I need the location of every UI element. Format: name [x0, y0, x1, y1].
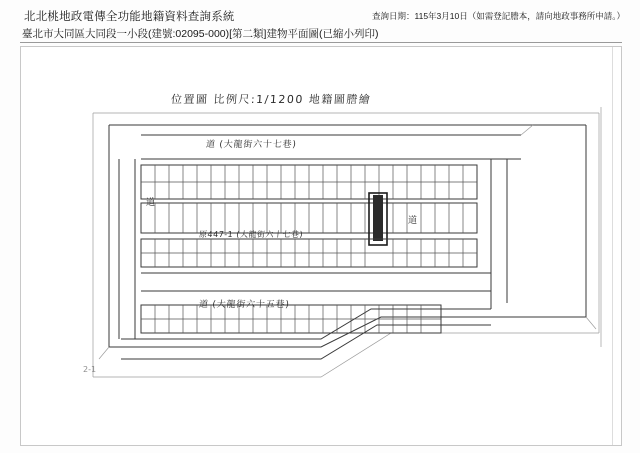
label-road-bottom: 道 (大龍街六十五巷)	[198, 300, 290, 310]
subject-building-unit	[369, 193, 387, 245]
road-left-band	[119, 159, 135, 339]
document-subtitle: 臺北市大同區大同段一小段(建號:02095-000)[第二類]建物平面圖(已縮小列印)	[22, 28, 379, 40]
corner-ticks	[99, 125, 596, 359]
building-row-second	[141, 203, 477, 233]
road-middle-band	[141, 273, 491, 291]
label-corner-mark: 2-1	[83, 365, 97, 374]
label-road-left-vertical: 道	[144, 197, 154, 207]
label-road-top: 道 (大龍街六十七巷)	[205, 140, 297, 150]
block-boundary	[109, 125, 586, 347]
building-row-upper	[141, 165, 477, 199]
query-date-label: 查詢日期：115年3月10日（如需登記謄本，請向地政事務所申請。）	[372, 11, 625, 21]
page-title: 北北桃地政電傳全功能地籍資料查詢系統	[24, 11, 235, 23]
drawing-title: 位置圖 比例尺:1/1200 地籍圖謄繪	[170, 93, 372, 106]
label-road-middle: 原447-1 (大龍街六十七巷)	[198, 230, 304, 239]
road-top-band	[141, 135, 521, 159]
label-road-right-vertical: 道	[406, 215, 416, 225]
building-row-third	[141, 239, 477, 267]
header-divider	[20, 42, 622, 43]
road-right-band	[491, 159, 507, 309]
plan-sheet	[20, 46, 622, 446]
